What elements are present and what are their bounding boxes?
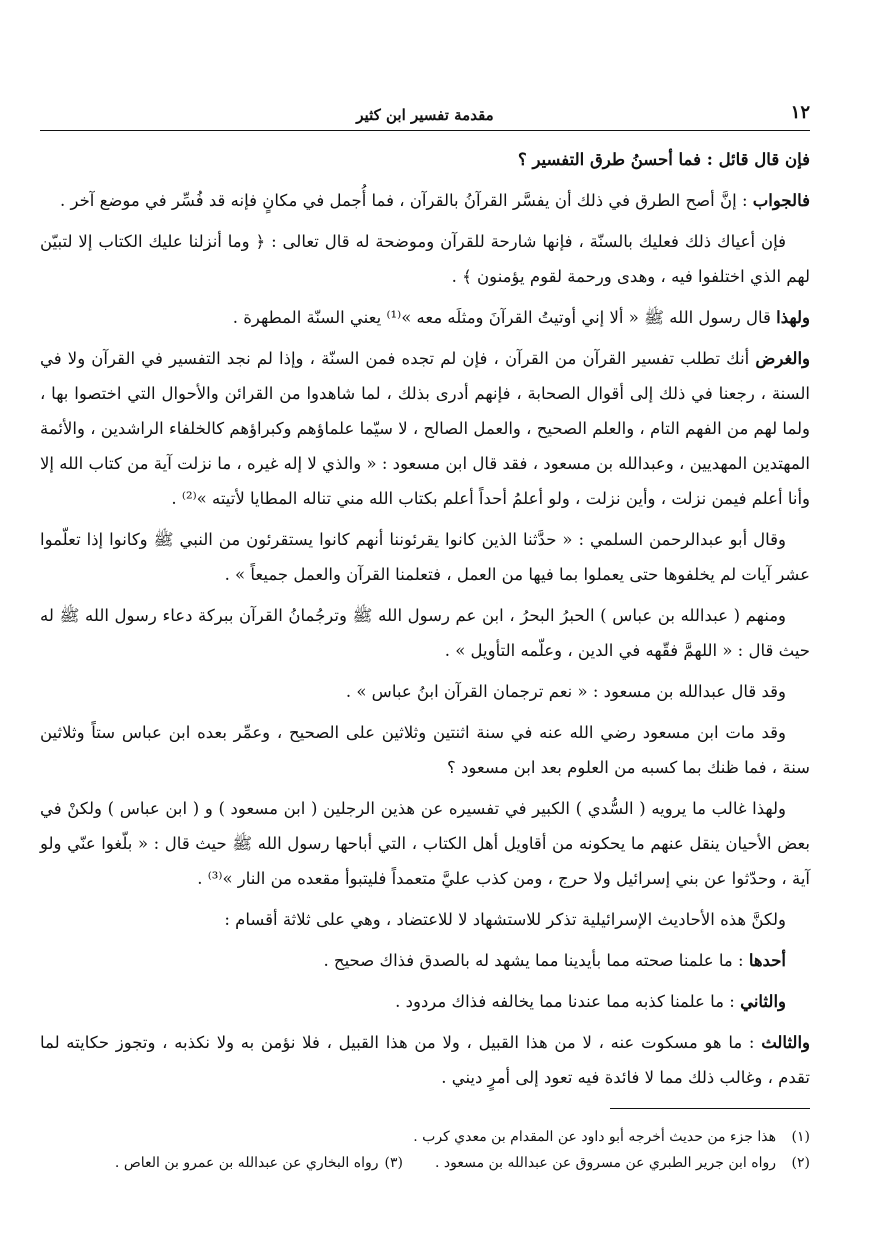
paragraph-text: ومنهم ( عبدالله بن عباس ) الحبرُ البحرُ ، ابن عم رسول الله ﷺ وترجُمانُ القرآن ببركة دعاء رسول الله ﷺ له حيث قال : « اللهمَّ فقّهه في الدين ، وعلّمه التأويل » . <box>40 606 810 660</box>
paragraph-text: وقد مات ابن مسعود رضي الله عنه في سنة اثنتين وثلاثين على الصحيح ، وعمِّر بعده ابن عباس ستاً وثلاثين سنة ، فما ظنك بما كسبه من العلوم بعد ابن مسعود ؟ <box>40 723 810 777</box>
paragraph-text: : ما علمنا صحته مما بأيدينا مما يشهد له بالصدق فذاك صحيح . <box>323 951 744 970</box>
paragraph-lead: أحدها <box>748 951 786 970</box>
paragraph-text: فإن أعياك ذلك فعليك بالسنّة ، فإنها شارحة للقرآن وموضحة له قال تعالى : ﴿ وما أنزلنا عليك الكتاب إلا لتبيّن لهم الذي اختلفوا فيه ، وهدى ورحمة لقوم يؤمنون ﴾ . <box>40 232 810 286</box>
footnote-text: هذا جزء من حديث أخرجه أبو داود عن المقدام بن معدي كرب . <box>413 1129 776 1145</box>
paragraph <box>40 902 810 937</box>
paragraph <box>40 943 810 978</box>
paragraph-lead: والغرض <box>755 349 810 368</box>
paragraph <box>40 300 810 335</box>
paragraph <box>40 791 810 896</box>
paragraph <box>40 674 810 709</box>
footnote-number: (٢) <box>791 1155 810 1171</box>
footnote <box>40 1124 810 1150</box>
footnote-divider <box>610 1108 810 1109</box>
paragraph-text: أنك تطلب تفسير القرآن من القرآن ، فإن لم تجده فمن السنّة ، وإذا لم نجد التفسير في القرآن ولا في السنة ، رجعنا في ذلك إلى أقوال الصحابة ، فإنهم أدرى بذلك ، لما شاهدوا من القرائن والأحوال التي اختصوا بها ، ولما لهم من الفهم التام ، والعلم الصحيح ، والعمل الصالح ، لا سيّما علماؤهم وكبراؤهم كالخلفاء الراشدين ، والأئمة المهتدين المهديين ، وعبدالله بن مسعود ، فقد قال ابن مسعود : « والذي لا إله غيره ، ما نزلت آية من كتاب الله إلا وأنا أعلم فيمن نزلت ، وأين نزلت ، ولو أعلمُ أحداً أعلم بكتاب الله مني تناله المطايا لأتيته »⁽²⁾ . <box>40 349 810 508</box>
paragraph <box>40 984 810 1019</box>
paragraph-lead: ولهذا <box>776 308 810 327</box>
footnote <box>40 1150 810 1176</box>
paragraph-text: قال رسول الله ﷺ « ألا إني أوتيتُ القرآنَ ومثلَه معه »⁽¹⁾ يعني السنّة المطهرة . <box>232 308 771 327</box>
footnote-text: رواه ابن جرير الطبري عن مسروق عن عبدالله بن مسعود . <box>434 1155 776 1171</box>
paragraph-text: : ما هو مسكوت عنه ، لا من هذا القبيل ، ولا من هذا القبيل ، فلا نؤمن به ولا نكذبه ، وتجوز حكايته لما تقدم ، وغالب ذلك مما لا فائدة فيه تعود إلى أمرٍ ديني . <box>40 1033 810 1087</box>
footnote-number: (١) <box>791 1129 810 1145</box>
running-title: مقدمة تفسير ابن كثير <box>356 106 494 124</box>
paragraph-question <box>40 142 810 177</box>
paragraph <box>40 224 810 294</box>
paragraph-text: وقد قال عبدالله بن مسعود : « نعم ترجمان القرآن ابنُ عباس » . <box>345 682 786 701</box>
paragraph-lead: فالجواب <box>752 191 810 210</box>
paragraph <box>40 1025 810 1095</box>
footnote-number: (٣) <box>384 1155 403 1171</box>
body-text <box>40 142 810 1101</box>
paragraph-text: : إنَّ أصح الطرق في ذلك أن يفسَّر القرآنُ بالقرآن ، فما أُجمل في مكانٍ فإنه قد فُسِّر في موضع آخر . <box>59 191 748 210</box>
paragraph <box>40 522 810 592</box>
paragraph-text: ولكنَّ هذه الأحاديث الإسرائيلية تذكر للاستشهاد لا للاعتضاد ، وهي على ثلاثة أقسام : <box>224 910 786 929</box>
paragraph <box>40 715 810 785</box>
paragraph-lead: والثالث <box>761 1033 811 1052</box>
page-number: ١٢ <box>790 102 810 123</box>
paragraph-text: ولهذا غالب ما يرويه ( السُّدي ) الكبير في تفسيره عن هذين الرجلين ( ابن مسعود ) و ( ابن عباس ) ولكنْ في بعض الأحيان ينقل عنهم ما يحكونه من أقاويل أهل الكتاب ، التي أباحها رسول الله ﷺ حيث قال : « بلّغوا عنّي ولو آية ، وحدّثوا عن بني إسرائيل ولا حرج ، ومن كذب عليَّ متعمداً فليتبوأ مقعده من النار »⁽³⁾ . <box>40 799 810 888</box>
paragraph-text: فإن قال قائل : فما أحسنُ طرق التفسير ؟ <box>517 150 810 169</box>
paragraph-lead: والثاني <box>740 992 786 1011</box>
paragraph <box>40 341 810 516</box>
paragraph <box>40 598 810 668</box>
paragraph-text: : ما علمنا كذبه مما عندنا مما يخالفه فذاك مردود . <box>395 992 735 1011</box>
page-header <box>40 98 810 131</box>
paragraph-text: وقال أبو عبدالرحمن السلمي : « حدَّثنا الذين كانوا يقرئوننا أنهم كانوا يستقرئون من النبي ﷺ وكانوا إذا تعلّموا عشر آيات لم يخلفوها حتى يعملوا بما فيها من العمل ، فتعلمنا القرآن والعمل جميعاً » . <box>40 530 810 584</box>
footnote-text: رواه البخاري عن عبدالله بن عمرو بن العاص . <box>114 1155 379 1171</box>
footnotes <box>40 1124 810 1176</box>
paragraph <box>40 183 810 218</box>
